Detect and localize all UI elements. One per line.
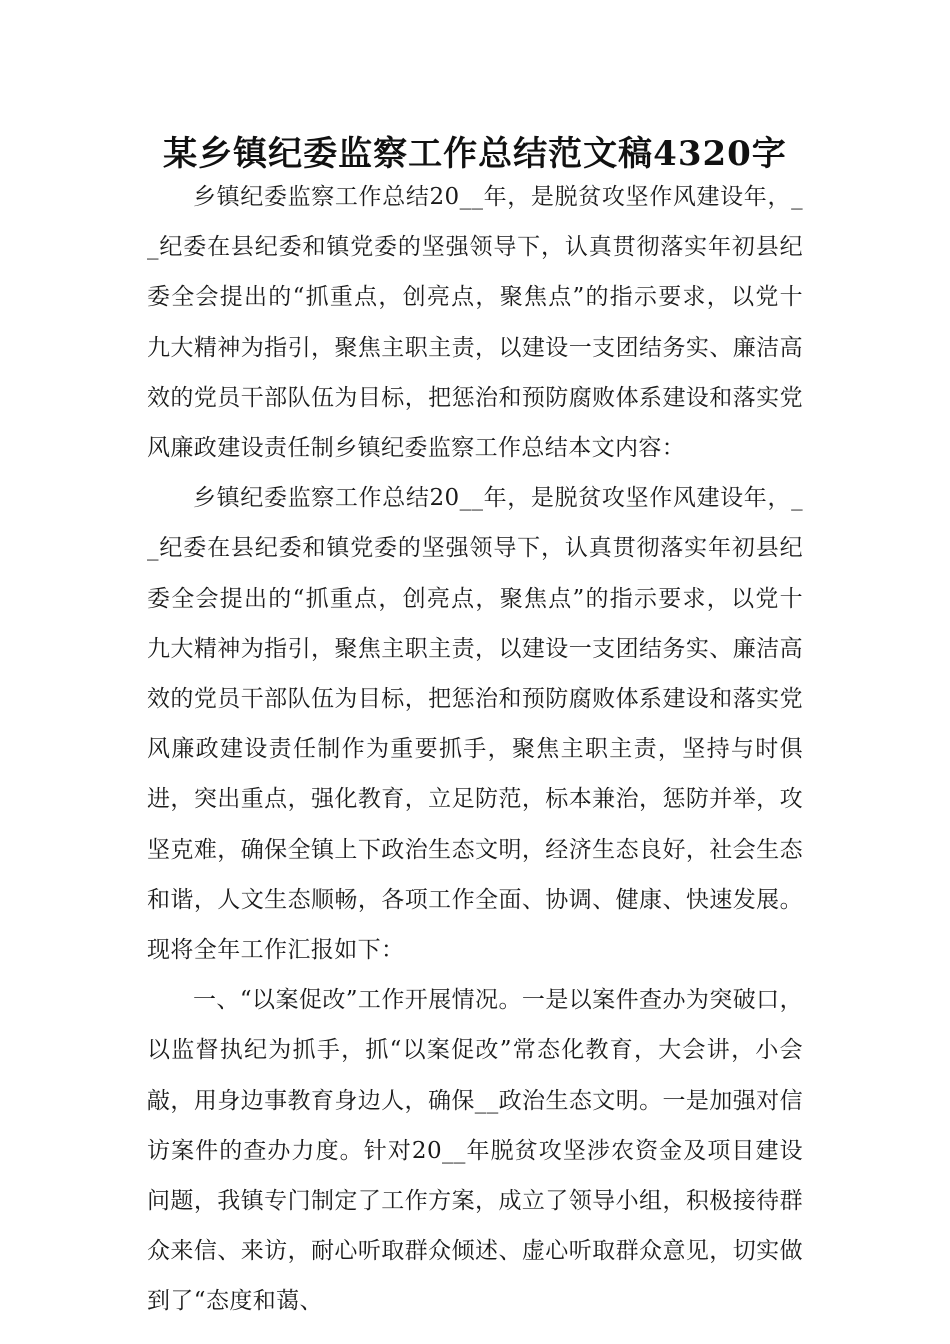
paragraph-1: 乡镇纪委监察工作总结20__年，是脱贫攻坚作风建设年，__纪委在县纪委和镇党委的坚强领导下，认真贯彻落实年初县纪委全会提出的“抓重点，创亮点，聚焦点”的指示要求，以党十九大精神为指引，聚焦主职主责，以建设一支团结务实、廉洁高效的党员干部队伍为目标，把惩治和预防腐败体系建设和落实党风廉政建设责任制乡镇纪委监察工作总结本文内容：	[147, 184, 803, 462]
paragraph-3: 一、“以案促改”工作开展情况。一是以案件查办为突破口，以监督执纪为抓手，抓“以案促改”常态化教育，大会讲，小会敲，用身边事教育身边人，确保__政治生态文明。一是加强对信访案件的查办力度。针对20__年脱贫攻坚涉农资金及项目建设问题，我镇专门制定了工作方案，成立了领导小组，积极接待群众来信、来访，耐心听取群众倾述、虚心听取群众意见，切实做到了“态度和蔼、	[147, 987, 803, 1315]
document-title: 某乡镇纪委监察工作总结范文稿4320字	[163, 134, 787, 174]
paragraph-2: 乡镇纪委监察工作总结20__年，是脱贫攻坚作风建设年，__纪委在县纪委和镇党委的坚强领导下，认真贯彻落实年初县纪委全会提出的“抓重点，创亮点，聚焦点”的指示要求，以党十九大精神为指引，聚焦主职主责，以建设一支团结务实、廉洁高效的党员干部队伍为目标，把惩治和预防腐败体系建设和落实党风廉政建设责任制作为重要抓手，聚焦主职主责，坚持与时俱进，突出重点，强化教育，立足防范，标本兼治，惩防并举，攻坚克难，确保全镇上下政治生态文明，经济生态良好，社会生态和谐，人文生态顺畅，各项工作全面、协调、健康、快速发展。现将全年工作汇报如下：	[147, 485, 803, 964]
document-body	[147, 172, 803, 1327]
